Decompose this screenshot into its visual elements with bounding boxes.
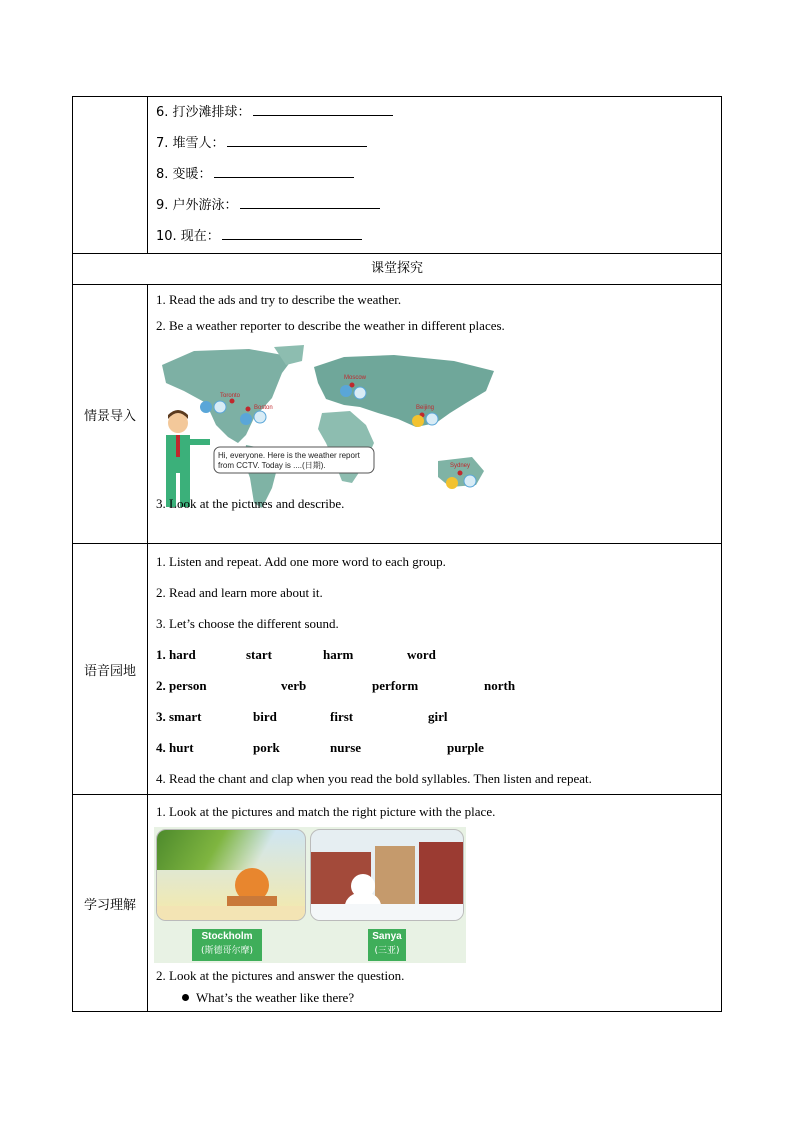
word-group: 4. hurt pork nurse purple	[156, 740, 484, 755]
world-map-svg	[154, 343, 504, 513]
vocab-left-cell	[73, 97, 148, 254]
phonics-row	[73, 544, 722, 795]
vocab-line: 9. 户外游泳：	[148, 190, 721, 221]
city-label: Boston	[254, 405, 273, 411]
section-title: 课堂探究	[73, 254, 722, 285]
vocab-row	[73, 97, 722, 254]
word-group: 2. person verb perform north	[156, 678, 516, 693]
bullet-question: What’s the weather like there?	[148, 987, 721, 1009]
bullet-dot	[182, 994, 189, 1001]
learn-row	[73, 795, 722, 1012]
phonics-cell	[148, 544, 722, 795]
vocab-line: 10. 现在：	[148, 221, 721, 252]
vocab-cell	[148, 97, 722, 254]
section-heading-row	[73, 254, 722, 285]
answer-blank[interactable]	[253, 102, 393, 116]
scene-row	[73, 285, 722, 544]
city-label: Toronto	[220, 393, 241, 399]
phonics-line-2: 2. Read and learn more about it.	[156, 585, 323, 600]
scene-cell	[148, 285, 722, 544]
worksheet-table	[72, 96, 722, 1012]
vocab-line: 8. 变暖：	[148, 159, 721, 190]
phonics-label: 语音园地	[73, 544, 148, 795]
speech-bubble-text: Hi, everyone. Here is the weather report from CCTV. Today is ....(日期).	[218, 451, 360, 470]
word-group: 1. hard start harm word	[156, 647, 436, 662]
city-label: Moscow	[344, 375, 367, 381]
place-label-sanya[interactable]: Sanya (三亚)	[368, 929, 406, 961]
place-label-stockholm[interactable]: Stockholm (斯德哥尔摩)	[192, 929, 262, 961]
phonics-line-3: 3. Let’s choose the different sound.	[156, 616, 339, 631]
beach-picture[interactable]	[156, 829, 306, 921]
answer-blank[interactable]	[222, 226, 362, 240]
learn-line-1: 1. Look at the pictures and match the right picture with the place.	[156, 804, 496, 819]
scene-line-1: 1. Read the ads and try to describe the weather.	[156, 292, 402, 307]
answer-blank[interactable]	[227, 133, 367, 147]
answer-blank[interactable]	[214, 164, 354, 178]
phonics-line-4: 4. Read the chant and clap when you read the bold syllables. Then listen and repeat.	[156, 771, 592, 786]
snow-city-picture[interactable]	[310, 829, 464, 921]
phonics-line-1: 1. Listen and repeat. Add one more word to each group.	[156, 554, 446, 569]
word-group: 3. smart bird first girl	[156, 709, 448, 724]
scene-line-2: 2. Be a weather reporter to describe the weather in different places.	[156, 318, 505, 333]
weather-map-image	[154, 343, 504, 513]
learn-line-2: 2. Look at the pictures and answer the question.	[156, 968, 405, 983]
match-pictures	[154, 827, 466, 963]
city-label: Sydney	[450, 463, 471, 469]
learn-cell	[148, 795, 722, 1012]
vocab-line: 7. 堆雪人：	[148, 128, 721, 159]
scene-line-3: 3. Look at the pictures and describe.	[156, 496, 345, 511]
city-label: Beijing	[416, 405, 435, 411]
learn-label: 学习理解	[73, 795, 148, 1012]
answer-blank[interactable]	[240, 195, 380, 209]
scene-label: 情景导入	[73, 285, 148, 544]
vocab-line: 6. 打沙滩排球：	[148, 97, 721, 128]
